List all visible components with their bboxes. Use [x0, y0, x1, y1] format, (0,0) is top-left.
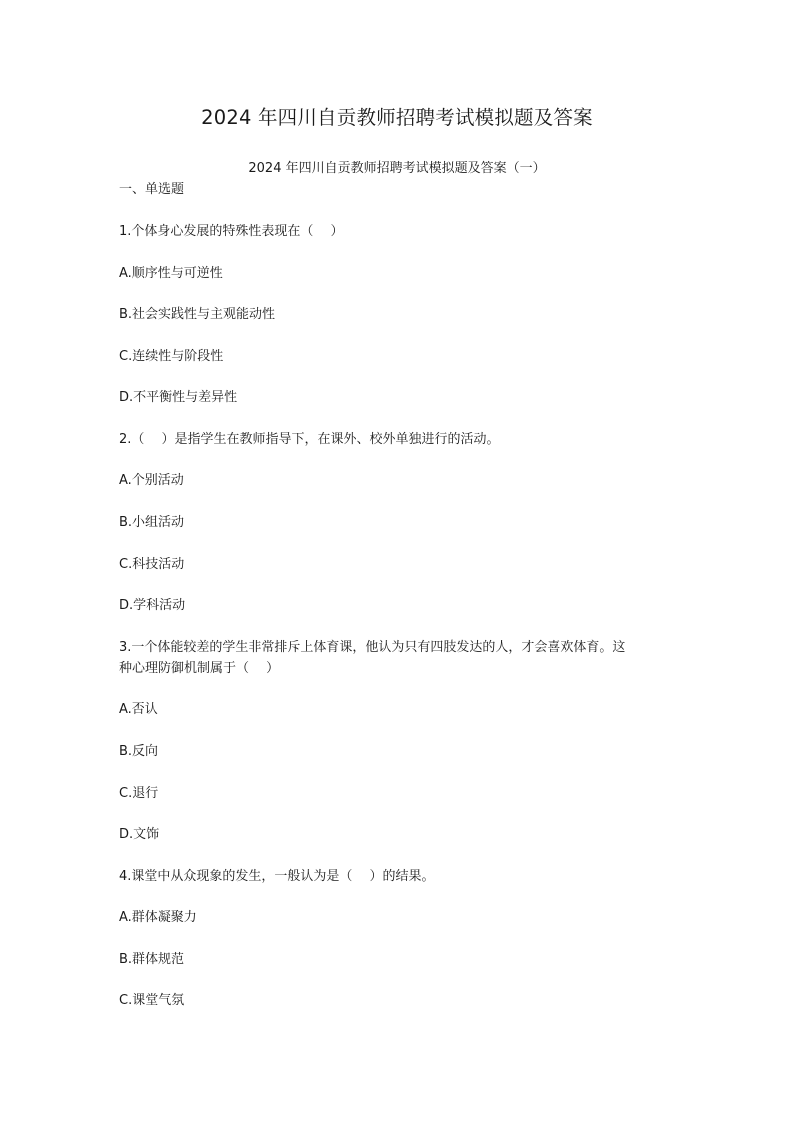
document-subtitle: 2024 年四川自贡教师招聘考试模拟题及答案（一） — [248, 161, 546, 176]
answer-option: C.课堂气氛 — [119, 993, 185, 1008]
answer-option: D.不平衡性与差异性 — [119, 390, 238, 405]
answer-option: A.否认 — [119, 702, 158, 717]
answer-option: C.退行 — [119, 786, 159, 801]
question-stem-continuation: 种心理防御机制属于（ ） — [119, 661, 280, 676]
document-title: 2024 年四川自贡教师招聘考试模拟题及答案 — [201, 106, 593, 129]
answer-option: C.科技活动 — [119, 557, 185, 572]
answer-option: B.反向 — [119, 744, 159, 759]
answer-option: D.文饰 — [119, 827, 160, 842]
question-stem: 2.（ ）是指学生在教师指导下，在课外、校外单独进行的活动。 — [119, 432, 500, 447]
answer-option: B.小组活动 — [119, 515, 185, 530]
question-stem: 4.课堂中从众现象的发生，一般认为是（ ）的结果。 — [119, 869, 435, 884]
answer-option: D.学科活动 — [119, 598, 186, 613]
question-stem: 3.一个体能较差的学生非常排斥上体育课，他认为只有四肢发达的人，才会喜欢体育。这 — [119, 640, 626, 655]
answer-option: A.顺序性与可逆性 — [119, 266, 223, 281]
answer-option: A.个别活动 — [119, 473, 184, 488]
question-stem: 1.个体身心发展的特殊性表现在（ ） — [119, 224, 344, 239]
answer-option: B.群体规范 — [119, 952, 185, 967]
answer-option: A.群体凝聚力 — [119, 910, 197, 925]
section-heading: 一、单选题 — [119, 182, 185, 197]
answer-option: C.连续性与阶段性 — [119, 349, 224, 364]
answer-option: B.社会实践性与主观能动性 — [119, 307, 276, 322]
